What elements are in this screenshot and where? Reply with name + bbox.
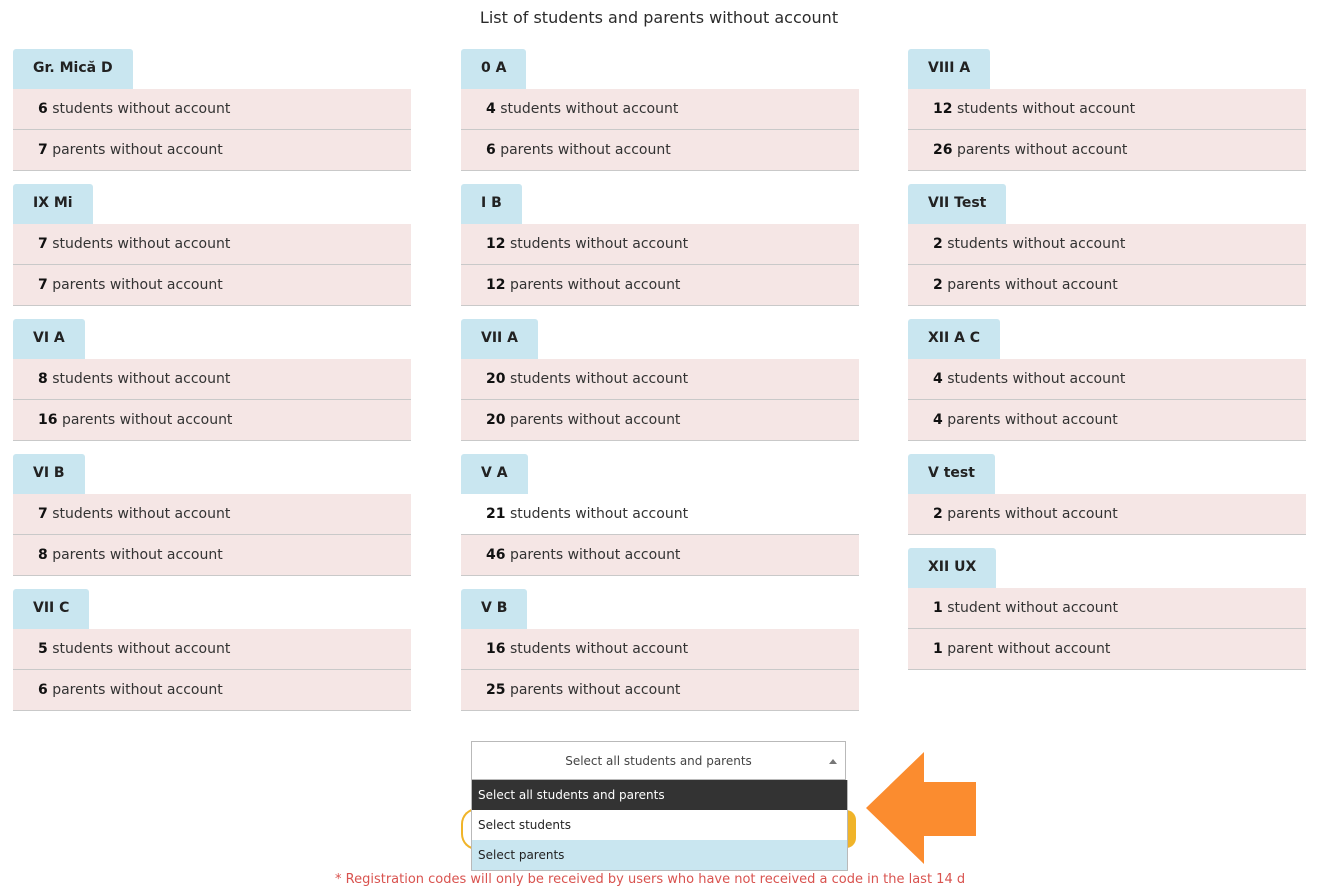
class-tag: VI B: [13, 454, 85, 494]
account-label: parents without account: [61, 412, 233, 428]
account-row[interactable]: [908, 588, 1306, 629]
class-group-viii-a: [908, 49, 1306, 171]
account-count: 5: [38, 641, 48, 657]
account-row[interactable]: [13, 224, 411, 265]
account-label: students without account: [52, 101, 231, 117]
account-row[interactable]: [13, 494, 411, 535]
account-row[interactable]: [13, 400, 411, 441]
caret-up-icon: [829, 759, 837, 764]
account-count: 8: [38, 371, 48, 387]
selection-dropdown-value: Select all students and parents: [565, 754, 752, 768]
account-row[interactable]: [461, 494, 859, 535]
account-count: 7: [38, 142, 48, 158]
account-row[interactable]: [908, 359, 1306, 400]
account-count: 16: [38, 412, 58, 428]
class-tag: Gr. Mică D: [13, 49, 133, 89]
account-label: parents without account: [947, 412, 1118, 428]
account-label: students without account: [52, 236, 231, 252]
account-count: 12: [486, 277, 506, 293]
registration-note: * Registration codes will only be received by users who have not received a code in the last 14 d: [335, 872, 966, 887]
account-row[interactable]: [13, 89, 411, 130]
account-count: 2: [933, 236, 943, 252]
class-tag: V A: [461, 454, 528, 494]
account-count: 21: [486, 506, 506, 522]
account-count: 26: [933, 142, 953, 158]
account-label: students without account: [947, 371, 1126, 387]
account-row[interactable]: [461, 535, 859, 576]
account-row[interactable]: [461, 89, 859, 130]
account-row[interactable]: [908, 494, 1306, 535]
class-group-vii-a: [461, 319, 859, 441]
account-row[interactable]: [461, 629, 859, 670]
account-count: 6: [38, 101, 48, 117]
account-label: parents without account: [947, 277, 1118, 293]
account-label: parents without account: [509, 412, 681, 428]
account-label: parents without account: [509, 682, 681, 698]
left-arrow-icon: [866, 752, 978, 864]
account-count: 25: [486, 682, 506, 698]
class-tag: VII A: [461, 319, 538, 359]
class-tag: XII A C: [908, 319, 1000, 359]
class-tag: VII C: [13, 589, 89, 629]
account-count: 8: [38, 547, 48, 563]
account-row[interactable]: [461, 265, 859, 306]
account-count: 4: [933, 412, 943, 428]
account-row[interactable]: [461, 670, 859, 711]
account-row[interactable]: [13, 629, 411, 670]
class-tag: IX Mi: [13, 184, 93, 224]
account-count: 16: [486, 641, 506, 657]
account-label: parents without account: [509, 277, 681, 293]
account-row[interactable]: [461, 400, 859, 441]
account-row[interactable]: [13, 265, 411, 306]
account-label: parents without account: [52, 277, 223, 293]
selection-dropdown-options: [471, 780, 848, 871]
account-label: students without account: [509, 371, 689, 387]
account-row[interactable]: [908, 629, 1306, 670]
account-label: students without account: [509, 236, 689, 252]
account-label: parents without account: [52, 142, 223, 158]
class-group-xii-ux: [908, 548, 1306, 670]
account-count: 7: [38, 236, 48, 252]
account-row[interactable]: [908, 89, 1306, 130]
account-label: parent without account: [947, 641, 1111, 657]
account-label: students without account: [52, 371, 231, 387]
class-group-v-a: [461, 454, 859, 576]
account-count: 6: [38, 682, 48, 698]
class-column-2: [461, 49, 859, 724]
account-row[interactable]: [13, 359, 411, 400]
account-row[interactable]: [908, 130, 1306, 171]
account-row[interactable]: [13, 535, 411, 576]
class-group-gr-mic-d: [13, 49, 411, 171]
dropdown-option-select-students[interactable]: Select students: [472, 810, 847, 840]
account-row[interactable]: [13, 670, 411, 711]
class-group-vii-test: [908, 184, 1306, 306]
account-count: 46: [486, 547, 506, 563]
account-label: parents without account: [500, 142, 671, 158]
class-tag: V B: [461, 589, 527, 629]
class-group-vi-a: [13, 319, 411, 441]
class-group-v-test: [908, 454, 1306, 535]
class-tag: 0 A: [461, 49, 526, 89]
account-count: 4: [486, 101, 496, 117]
account-row[interactable]: [908, 400, 1306, 441]
account-label: students without account: [956, 101, 1136, 117]
dropdown-option-select-parents[interactable]: Select parents: [472, 840, 847, 870]
account-count: 6: [486, 142, 496, 158]
account-label: parents without account: [947, 506, 1118, 522]
account-row[interactable]: [461, 130, 859, 171]
account-count: 20: [486, 371, 506, 387]
account-count: 20: [486, 412, 506, 428]
class-group-vii-c: [13, 589, 411, 711]
account-count: 7: [38, 277, 48, 293]
account-count: 2: [933, 277, 943, 293]
account-row[interactable]: [13, 130, 411, 171]
account-count: 12: [933, 101, 953, 117]
class-tag: VIII A: [908, 49, 990, 89]
account-row[interactable]: [908, 265, 1306, 306]
account-label: parents without account: [956, 142, 1128, 158]
account-label: students without account: [509, 641, 689, 657]
class-tag: XII UX: [908, 548, 996, 588]
class-tag: VI A: [13, 319, 85, 359]
account-label: students without account: [52, 506, 231, 522]
account-label: parents without account: [52, 682, 223, 698]
class-group-vi-b: [13, 454, 411, 576]
account-row[interactable]: [461, 359, 859, 400]
account-row[interactable]: [908, 224, 1306, 265]
page-title: List of students and parents without account: [479, 8, 839, 27]
class-tag: I B: [461, 184, 522, 224]
class-group-i-b: [461, 184, 859, 306]
account-label: students without account: [52, 641, 231, 657]
account-count: 2: [933, 506, 943, 522]
class-group-xii-a-c: [908, 319, 1306, 441]
account-count: 1: [933, 600, 943, 616]
account-count: 1: [933, 641, 943, 657]
dropdown-option-select-all-students-and-parents[interactable]: Select all students and parents: [472, 780, 847, 810]
account-row[interactable]: [461, 224, 859, 265]
account-label: students without account: [500, 101, 679, 117]
account-label: students without account: [509, 506, 689, 522]
class-column-1: [13, 49, 411, 724]
account-label: parents without account: [52, 547, 223, 563]
account-count: 4: [933, 371, 943, 387]
class-group-ix-mi: [13, 184, 411, 306]
selection-dropdown[interactable]: [471, 741, 846, 780]
account-count: 12: [486, 236, 506, 252]
class-column-3: [908, 49, 1306, 683]
account-label: parents without account: [509, 547, 681, 563]
class-group-v-b: [461, 589, 859, 711]
class-tag: V test: [908, 454, 995, 494]
account-label: students without account: [947, 236, 1126, 252]
account-count: 7: [38, 506, 48, 522]
class-group-0-a: [461, 49, 859, 171]
account-label: student without account: [947, 600, 1119, 616]
class-tag: VII Test: [908, 184, 1006, 224]
